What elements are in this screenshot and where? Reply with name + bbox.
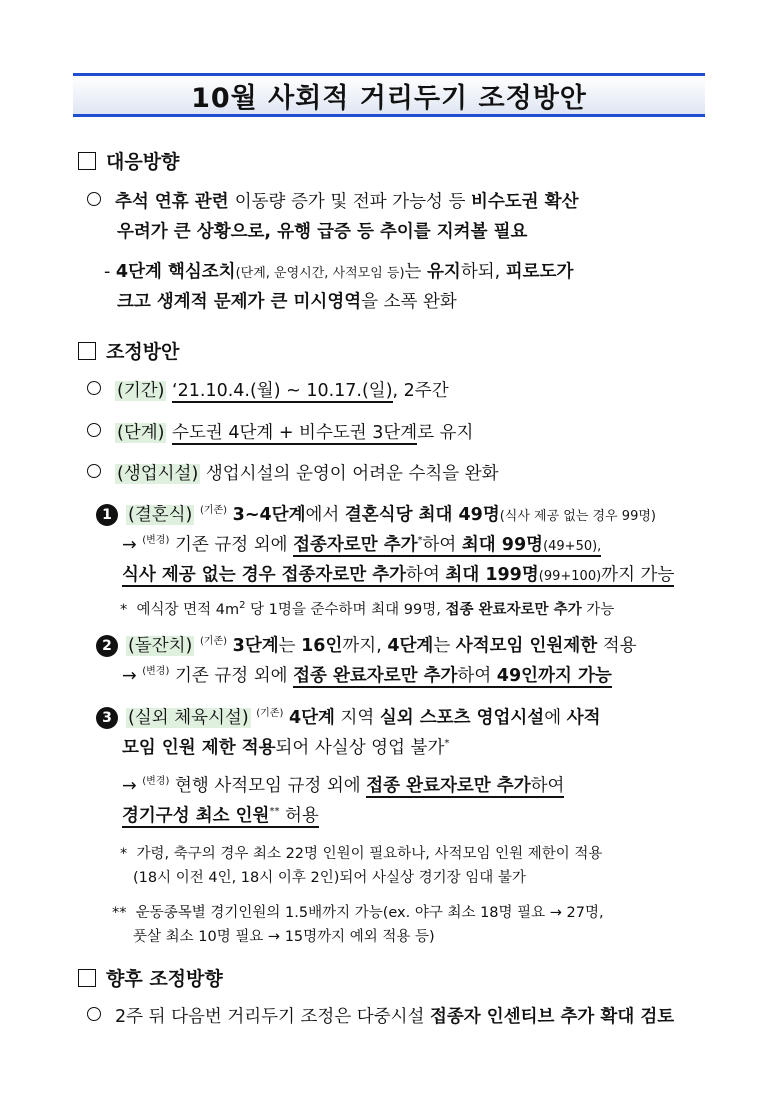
business-line: (생업시설) 생업시설의 운영이 어려운 수칙을 완화 <box>87 460 499 485</box>
circle-bullet-icon <box>87 1007 101 1021</box>
circle-bullet-icon <box>87 381 101 395</box>
section-adjustment-plan <box>78 337 179 364</box>
checkbox-square-icon <box>78 152 96 170</box>
arrow-right-icon: → <box>122 666 137 686</box>
circle-bullet-icon <box>87 464 101 478</box>
item-2-line-1: 2 (돌잔치) $^{(기존)}$ 3단계는 16인까지, 4단계는 사적모임 인원제한 적용 <box>96 632 637 657</box>
paragraph-1-line-1: 추석 연휴 관련 이동량 증가 및 전파 가능성 등 비수도권 확산 <box>87 188 579 213</box>
item-3-line-2: 모임 인원 제한 적용되어 사실상 영업 불가* <box>122 738 450 758</box>
item-1-line-1: 1 (결혼식) $^{(기존)}$ 3~4단계에서 결혼식당 최대 49명(식사 제공 없는 경우 99명) <box>96 501 656 526</box>
section-heading: 조정방안 <box>106 341 180 363</box>
number-2-icon: 2 <box>96 635 118 657</box>
paragraph-1-line-2: 우려가 큰 상황으로, 유행 급증 등 추이를 지켜볼 필요 <box>117 222 528 242</box>
checkbox-square-icon <box>78 969 96 987</box>
item-3-note-2b: 풋살 최소 10명 필요 → 15명까지 예외 적용 등) <box>133 929 435 945</box>
item-1-note: * 예식장 면적 $4m^2$ 당 1명을 준수하며 최대 99명, 접종 완료자로만 추가 가능 <box>120 600 615 618</box>
item-3-line-4: 경기구성 최소 인원** 허용 <box>122 806 319 826</box>
item-3-line-3: → $^{(변경)}$ 현행 사적모임 규정 외에 접종 완료자로만 추가하여 <box>122 776 565 796</box>
section-future-direction <box>78 964 223 991</box>
stage-line: (단계) 수도권 4단계 + 비수도권 3단계로 유지 <box>87 419 473 444</box>
number-3-icon: 3 <box>96 707 118 729</box>
page-title: 10월 사회적 거리두기 조정방안 <box>191 82 587 114</box>
arrow-right-icon: → <box>122 535 137 555</box>
item-3-note-1a: * 가령, 축구의 경우 최소 22명 인원이 필요하나, 사적모임 인원 제한이 적용 <box>120 846 603 862</box>
section-heading: 향후 조정방향 <box>106 968 223 990</box>
item-3-line-1: 3 (실외 체육시설) $^{(기존)}$ 4단계 지역 실외 스포츠 영업시설에 사적 <box>96 704 601 729</box>
period-line: (기간) ‘21.10.4.(월) ~ 10.17.(일), 2주간 <box>87 377 449 402</box>
item-1-line-3: 식사 제공 없는 경우 접종자로만 추가하여 최대 199명(99+100)까지 가능 <box>122 565 675 585</box>
item-1-line-2: → $^{(변경)}$ 기존 규정 외에 접종자로만 추가*하여 최대 99명(49+50), <box>122 535 602 555</box>
section-heading: 대응방향 <box>106 151 180 173</box>
item-3-note-2a: ** 운동종목별 경기인원의 1.5배까지 가능(ex. 야구 최소 18명 필요 → 27명, <box>112 905 604 921</box>
title-box <box>73 73 705 117</box>
paragraph-2-line-1: - 4단계 핵심조치(단계, 운영시간, 사적모임 등)는 유지하되, 피로도가 <box>104 262 574 282</box>
item-2-line-2: → $^{(변경)}$ 기존 규정 외에 접종 완료자로만 추가하여 49인까지 가능 <box>122 666 612 686</box>
circle-bullet-icon <box>87 192 101 206</box>
arrow-right-icon: → <box>122 776 137 796</box>
number-1-icon: 1 <box>96 504 118 526</box>
paragraph-2-line-2: 크고 생계적 문제가 큰 미시영역을 소폭 완화 <box>117 292 457 312</box>
item-3-note-1b: (18시 이전 4인, 18시 이후 2인)되어 사실상 경기장 임대 불가 <box>133 870 526 886</box>
future-line: 2주 뒤 다음번 거리두기 조정은 다중시설 접종자 인센티브 추가 확대 검토 <box>87 1003 674 1028</box>
circle-bullet-icon <box>87 423 101 437</box>
checkbox-square-icon <box>78 342 96 360</box>
section-response-direction <box>78 147 179 174</box>
